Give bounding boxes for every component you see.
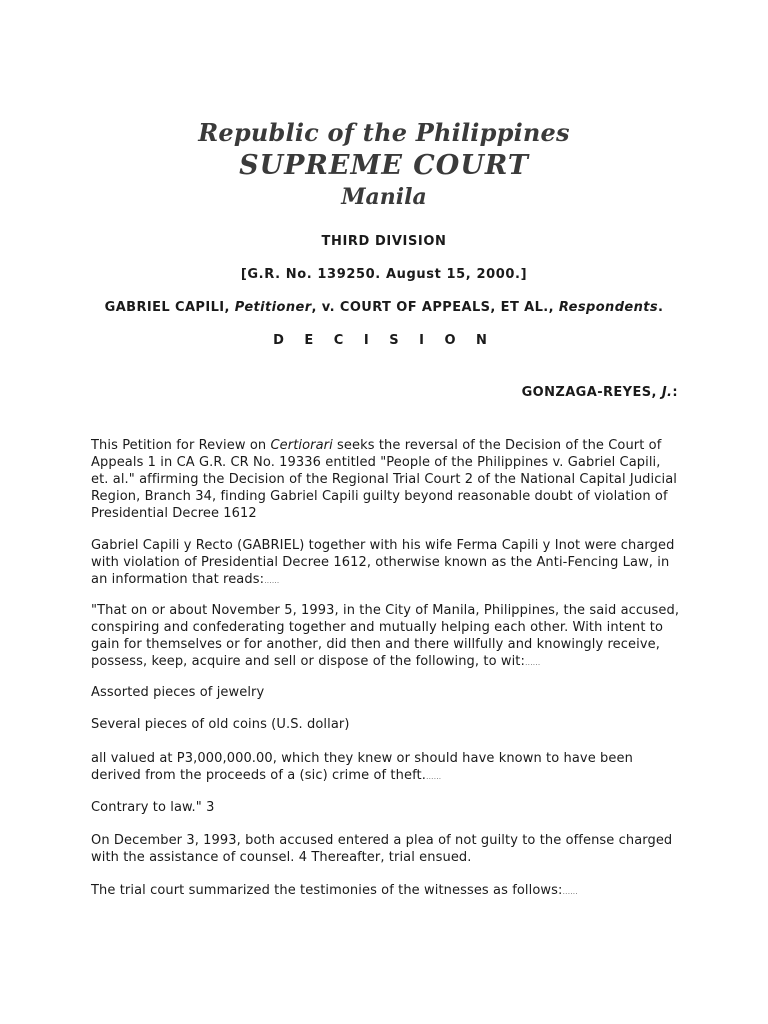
paragraph-contrary-to-law: Contrary to law." 3 — [91, 800, 215, 815]
masthead-supreme-court: SUPREME COURT — [239, 150, 529, 181]
petitioner-name: GABRIEL CAPILI, — [104, 300, 235, 315]
ellipsis-mark: ...... — [264, 576, 280, 585]
paragraph-text: Gabriel Capili y Recto (GABRIEL) together with his wife Ferma Capili y Inot were charged with violation of Presidential Decree 1612, otherwise known as the Anti-Fencing Law, in an information that reads: — [91, 538, 675, 587]
paragraph-valuation — [91, 750, 681, 785]
ponente-name: GONZAGA-REYES, — [521, 385, 662, 400]
parties-end: . — [658, 300, 664, 315]
paragraph-text: The trial court summarized the testimonies of the witnesses as follows: — [91, 883, 563, 898]
paragraph-charge — [91, 537, 681, 589]
division-heading: THIRD DIVISION — [321, 234, 447, 249]
versus-text: , v. COURT OF APPEALS, ET AL., — [311, 300, 559, 315]
paragraph-text: "That on or about November 5, 1993, in the City of Manila, Philippines, the said accused, conspiring and confederating together and mutually helping each other. With intent to gain for themselves or for another, did then and there willfully and knowingly receive, possess, keep, acquire and sell or dispose of the following, to wit: — [91, 603, 680, 669]
masthead-manila: Manila — [341, 184, 427, 210]
paragraph-text: seeks the reversal of the Decision of the Court of Appeals 1 in CA G.R. CR No. 19336 entitled "People of the Philippines v. Gabriel Capili, et. al." affirming the Decision of the Regional Trial Court 2 of the National Capital Judicial Region, Branch 34, finding Gabriel Capili guilty beyond reasonable doubt of violation of Presidential Decree 1612 — [91, 438, 677, 521]
ellipsis-mark: ...... — [562, 887, 578, 896]
case-number: [G.R. No. 139250. August 15, 2000.] — [240, 267, 528, 282]
paragraph-petition — [91, 437, 681, 522]
paragraph-plea: On December 3, 1993, both accused entered a plea of not guilty to the offense charged with the assistance of counsel. 4 Thereafter, trial ensued. — [91, 833, 673, 865]
petitioner-role: Petitioner — [234, 300, 312, 315]
paragraph-text: This Petition for Review on — [91, 438, 271, 453]
ponente — [522, 385, 678, 400]
ponente-title: J. — [661, 385, 673, 400]
ponente-colon: : — [672, 385, 678, 400]
paragraph-information — [91, 602, 681, 671]
paragraph-emphasis: Certiorari — [270, 438, 333, 453]
paragraph-summary — [91, 882, 681, 900]
case-parties — [0, 300, 768, 315]
ellipsis-mark: ...... — [425, 772, 442, 781]
paragraph-jewelry: Assorted pieces of jewelry — [91, 685, 265, 700]
paragraph-text: all valued at P3,000,000.00, which they knew or should have known to have been derived from the proceeds of a (sic) crime of theft. — [91, 751, 633, 783]
masthead-republic: Republic of the Philippines — [198, 118, 570, 147]
decision-heading: D E C I S I O N — [273, 333, 495, 348]
paragraph-coins: Several pieces of old coins (U.S. dollar) — [91, 717, 350, 732]
ellipsis-mark: ...... — [524, 658, 541, 667]
respondent-role: Respondents — [558, 300, 659, 315]
